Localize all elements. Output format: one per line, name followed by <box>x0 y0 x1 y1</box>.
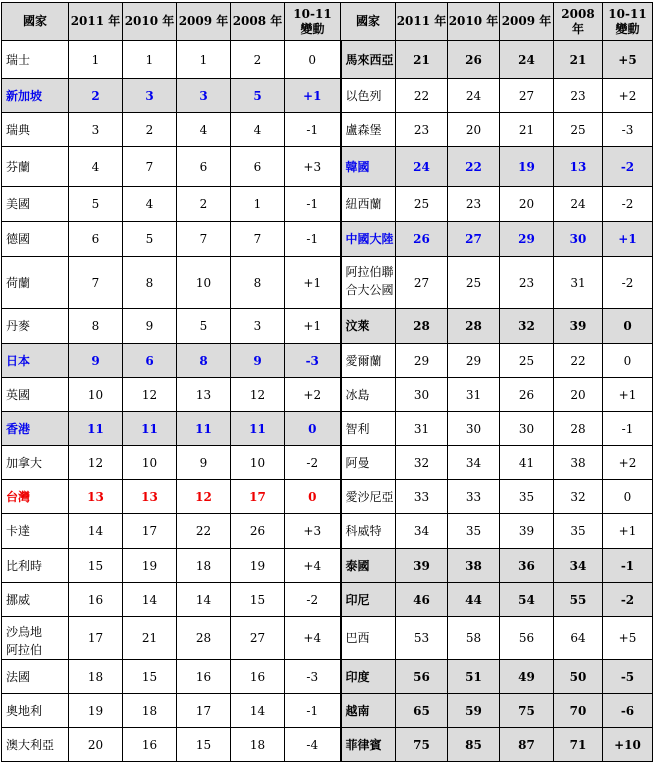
country-name: 香港 <box>2 412 69 446</box>
rank-2008: 70 <box>554 694 603 728</box>
rank-2008: 7 <box>231 222 285 257</box>
rank-2009: 13 <box>177 378 231 412</box>
rank-2010: 16 <box>123 728 177 762</box>
country-name: 越南 <box>341 694 396 728</box>
country-name: 挪威 <box>2 583 69 617</box>
country-name: 紐西蘭 <box>341 187 396 222</box>
rank-change: 0 <box>285 412 341 446</box>
country-name: 印尼 <box>341 583 396 617</box>
rank-2008: 20 <box>554 378 603 412</box>
rank-2011: 53 <box>396 617 448 660</box>
table-row <box>2 514 653 549</box>
rank-change: -1 <box>603 412 653 446</box>
rank-change: +5 <box>603 617 653 660</box>
table-row <box>2 480 653 514</box>
rank-2011: 20 <box>69 728 123 762</box>
rank-2011: 23 <box>396 113 448 147</box>
rank-2009: 11 <box>177 412 231 446</box>
rank-change: +4 <box>285 549 341 583</box>
rank-2009: 35 <box>500 480 554 514</box>
rank-2008: 8 <box>231 257 285 309</box>
rank-2009: 56 <box>500 617 554 660</box>
rank-2010: 23 <box>448 187 500 222</box>
rank-2009: 39 <box>500 514 554 549</box>
rank-change: -5 <box>603 660 653 694</box>
country-name: 奧地利 <box>2 694 69 728</box>
table-row <box>2 344 653 378</box>
rank-change: -6 <box>603 694 653 728</box>
rank-2010: 19 <box>123 549 177 583</box>
header-change: 10-11 變動 <box>285 3 341 41</box>
rank-2008: 55 <box>554 583 603 617</box>
country-name: 沙烏地 阿拉伯 <box>2 617 69 660</box>
rank-2010: 31 <box>448 378 500 412</box>
country-name: 芬蘭 <box>2 147 69 187</box>
rank-change: -3 <box>285 660 341 694</box>
rank-2010: 30 <box>448 412 500 446</box>
table-row <box>2 257 653 309</box>
rank-change: +4 <box>285 617 341 660</box>
rank-2010: 29 <box>448 344 500 378</box>
rank-2009: 54 <box>500 583 554 617</box>
rank-2011: 32 <box>396 446 448 480</box>
rank-2008: 6 <box>231 147 285 187</box>
rank-2008: 26 <box>231 514 285 549</box>
country-name: 印度 <box>341 660 396 694</box>
rank-2010: 58 <box>448 617 500 660</box>
rank-2009: 12 <box>177 480 231 514</box>
country-name: 瑞士 <box>2 41 69 79</box>
rank-change: -2 <box>603 187 653 222</box>
rank-change: -1 <box>285 694 341 728</box>
rank-2009: 8 <box>177 344 231 378</box>
table-row <box>2 617 653 660</box>
rank-2009: 25 <box>500 344 554 378</box>
country-name: 英國 <box>2 378 69 412</box>
rank-2010: 3 <box>123 79 177 113</box>
country-name: 汶萊 <box>341 309 396 344</box>
country-name: 冰島 <box>341 378 396 412</box>
rank-change: -2 <box>603 257 653 309</box>
rank-change: +1 <box>603 514 653 549</box>
rank-2011: 4 <box>69 147 123 187</box>
rank-change: -2 <box>603 147 653 187</box>
country-name: 智利 <box>341 412 396 446</box>
rank-2008: 10 <box>231 446 285 480</box>
rank-2009: 41 <box>500 446 554 480</box>
table-row <box>2 446 653 480</box>
rank-2009: 49 <box>500 660 554 694</box>
rank-2011: 13 <box>69 480 123 514</box>
header-change: 10-11 變動 <box>603 3 653 41</box>
header-2008: 2008 年 <box>231 3 285 41</box>
rank-2011: 56 <box>396 660 448 694</box>
rank-2009: 87 <box>500 728 554 762</box>
rank-2010: 85 <box>448 728 500 762</box>
rank-2008: 21 <box>554 41 603 79</box>
rank-change: +3 <box>285 147 341 187</box>
rank-2010: 13 <box>123 480 177 514</box>
rank-2010: 18 <box>123 694 177 728</box>
rank-2008: 23 <box>554 79 603 113</box>
rank-2008: 1 <box>231 187 285 222</box>
rank-2011: 30 <box>396 378 448 412</box>
rank-change: +1 <box>603 378 653 412</box>
rank-change: -1 <box>285 222 341 257</box>
country-name: 以色列 <box>341 79 396 113</box>
rank-2009: 36 <box>500 549 554 583</box>
rank-2010: 59 <box>448 694 500 728</box>
rank-change: 0 <box>603 344 653 378</box>
rank-2009: 24 <box>500 41 554 79</box>
rank-2011: 16 <box>69 583 123 617</box>
rank-2010: 17 <box>123 514 177 549</box>
header-country: 國家 <box>2 3 69 41</box>
rank-2008: 4 <box>231 113 285 147</box>
rank-2009: 75 <box>500 694 554 728</box>
rank-change: +1 <box>603 222 653 257</box>
rank-2008: 38 <box>554 446 603 480</box>
rank-2010: 25 <box>448 257 500 309</box>
rank-2009: 10 <box>177 257 231 309</box>
rank-2008: 64 <box>554 617 603 660</box>
country-name: 德國 <box>2 222 69 257</box>
rank-2010: 10 <box>123 446 177 480</box>
rank-2008: 12 <box>231 378 285 412</box>
country-name: 台灣 <box>2 480 69 514</box>
rank-2010: 6 <box>123 344 177 378</box>
rank-change: -2 <box>285 446 341 480</box>
header-2010: 2010 年 <box>123 3 177 41</box>
country-name: 比利時 <box>2 549 69 583</box>
rank-2008: 16 <box>231 660 285 694</box>
country-name: 澳大利亞 <box>2 728 69 762</box>
table-row <box>2 79 653 113</box>
rank-2008: 22 <box>554 344 603 378</box>
rank-change: +1 <box>285 309 341 344</box>
rank-2008: 14 <box>231 694 285 728</box>
rank-change: 0 <box>603 480 653 514</box>
ranking-table <box>1 2 653 762</box>
rank-change: 0 <box>285 41 341 79</box>
rank-2009: 28 <box>177 617 231 660</box>
rank-2009: 19 <box>500 147 554 187</box>
rank-2011: 18 <box>69 660 123 694</box>
rank-change: -1 <box>285 187 341 222</box>
country-name: 日本 <box>2 344 69 378</box>
rank-2011: 9 <box>69 344 123 378</box>
table-row <box>2 660 653 694</box>
rank-change: +3 <box>285 514 341 549</box>
country-name: 荷蘭 <box>2 257 69 309</box>
rank-2011: 12 <box>69 446 123 480</box>
table-row <box>2 222 653 257</box>
country-name: 泰國 <box>341 549 396 583</box>
rank-2011: 3 <box>69 113 123 147</box>
rank-2009: 18 <box>177 549 231 583</box>
rank-2009: 32 <box>500 309 554 344</box>
table-row <box>2 378 653 412</box>
rank-2009: 4 <box>177 113 231 147</box>
rank-2009: 3 <box>177 79 231 113</box>
rank-2008: 13 <box>554 147 603 187</box>
rank-2008: 28 <box>554 412 603 446</box>
rank-2010: 12 <box>123 378 177 412</box>
rank-2011: 33 <box>396 480 448 514</box>
rank-change: 0 <box>603 309 653 344</box>
table-row <box>2 41 653 79</box>
rank-2009: 26 <box>500 378 554 412</box>
country-name: 丹麥 <box>2 309 69 344</box>
rank-change: -2 <box>603 583 653 617</box>
rank-2011: 10 <box>69 378 123 412</box>
rank-2008: 19 <box>231 549 285 583</box>
rank-2009: 2 <box>177 187 231 222</box>
rank-2010: 2 <box>123 113 177 147</box>
rank-2009: 29 <box>500 222 554 257</box>
rank-2010: 28 <box>448 309 500 344</box>
country-name: 科威特 <box>341 514 396 549</box>
rank-2008: 32 <box>554 480 603 514</box>
rank-2009: 30 <box>500 412 554 446</box>
rank-2009: 21 <box>500 113 554 147</box>
rank-2010: 34 <box>448 446 500 480</box>
rank-2008: 2 <box>231 41 285 79</box>
rank-change: +1 <box>285 257 341 309</box>
rank-2010: 7 <box>123 147 177 187</box>
rank-2008: 30 <box>554 222 603 257</box>
rank-2008: 15 <box>231 583 285 617</box>
header-2011: 2011 年 <box>396 3 448 41</box>
rank-2008: 18 <box>231 728 285 762</box>
rank-2009: 17 <box>177 694 231 728</box>
rank-2011: 7 <box>69 257 123 309</box>
rank-change: -4 <box>285 728 341 762</box>
rank-change: -2 <box>285 583 341 617</box>
rank-2010: 35 <box>448 514 500 549</box>
country-name: 巴西 <box>341 617 396 660</box>
table-row <box>2 309 653 344</box>
rank-change: +1 <box>285 79 341 113</box>
rank-2009: 20 <box>500 187 554 222</box>
country-name: 馬來西亞 <box>341 41 396 79</box>
rank-2009: 14 <box>177 583 231 617</box>
rank-2011: 65 <box>396 694 448 728</box>
rank-2010: 33 <box>448 480 500 514</box>
country-name: 愛爾蘭 <box>341 344 396 378</box>
rank-2008: 9 <box>231 344 285 378</box>
rank-2011: 17 <box>69 617 123 660</box>
rank-change: +2 <box>285 378 341 412</box>
header-2009: 2009 年 <box>500 3 554 41</box>
country-name: 菲律賓 <box>341 728 396 762</box>
rank-change: 0 <box>285 480 341 514</box>
rank-2010: 11 <box>123 412 177 446</box>
rank-2011: 8 <box>69 309 123 344</box>
rank-2010: 26 <box>448 41 500 79</box>
rank-2009: 27 <box>500 79 554 113</box>
rank-2009: 7 <box>177 222 231 257</box>
rank-2009: 16 <box>177 660 231 694</box>
rank-2010: 9 <box>123 309 177 344</box>
rank-2011: 31 <box>396 412 448 446</box>
rank-2011: 5 <box>69 187 123 222</box>
rank-2008: 50 <box>554 660 603 694</box>
rank-2008: 3 <box>231 309 285 344</box>
rank-2008: 31 <box>554 257 603 309</box>
rank-2010: 1 <box>123 41 177 79</box>
table-row <box>2 113 653 147</box>
rank-2011: 11 <box>69 412 123 446</box>
rank-2009: 9 <box>177 446 231 480</box>
country-name: 法國 <box>2 660 69 694</box>
rank-change: -3 <box>285 344 341 378</box>
rank-2008: 11 <box>231 412 285 446</box>
rank-2009: 6 <box>177 147 231 187</box>
rank-2008: 34 <box>554 549 603 583</box>
rank-change: +5 <box>603 41 653 79</box>
country-name: 加拿大 <box>2 446 69 480</box>
table-row <box>2 694 653 728</box>
rank-2011: 39 <box>396 549 448 583</box>
rank-2008: 27 <box>231 617 285 660</box>
rank-2010: 15 <box>123 660 177 694</box>
rank-2011: 6 <box>69 222 123 257</box>
rank-2010: 4 <box>123 187 177 222</box>
table-row <box>2 549 653 583</box>
table-row <box>2 147 653 187</box>
rank-2010: 14 <box>123 583 177 617</box>
rank-2008: 39 <box>554 309 603 344</box>
rank-2009: 5 <box>177 309 231 344</box>
table-row <box>2 187 653 222</box>
rank-2011: 15 <box>69 549 123 583</box>
header-country: 國家 <box>341 3 396 41</box>
header-2008: 2008 年 <box>554 3 603 41</box>
rank-change: +10 <box>603 728 653 762</box>
rank-2011: 28 <box>396 309 448 344</box>
header-row <box>2 3 653 41</box>
rank-2011: 24 <box>396 147 448 187</box>
table-row <box>2 583 653 617</box>
table-row <box>2 412 653 446</box>
rank-2010: 44 <box>448 583 500 617</box>
rank-2010: 24 <box>448 79 500 113</box>
rank-2010: 8 <box>123 257 177 309</box>
rank-2010: 51 <box>448 660 500 694</box>
rank-2008: 5 <box>231 79 285 113</box>
rank-change: -1 <box>285 113 341 147</box>
rank-2011: 26 <box>396 222 448 257</box>
rank-2010: 21 <box>123 617 177 660</box>
country-name: 美國 <box>2 187 69 222</box>
country-name: 愛沙尼亞 <box>341 480 396 514</box>
rank-2011: 22 <box>396 79 448 113</box>
rank-2011: 1 <box>69 41 123 79</box>
rank-change: -3 <box>603 113 653 147</box>
country-name: 阿曼 <box>341 446 396 480</box>
rank-2011: 75 <box>396 728 448 762</box>
rank-2010: 20 <box>448 113 500 147</box>
header-2009: 2009 年 <box>177 3 231 41</box>
rank-2010: 27 <box>448 222 500 257</box>
rank-2009: 15 <box>177 728 231 762</box>
rank-2011: 25 <box>396 187 448 222</box>
rank-2011: 29 <box>396 344 448 378</box>
rank-2010: 5 <box>123 222 177 257</box>
rank-change: +2 <box>603 79 653 113</box>
rank-2011: 27 <box>396 257 448 309</box>
table-row <box>2 728 653 762</box>
rank-2011: 14 <box>69 514 123 549</box>
rank-2008: 24 <box>554 187 603 222</box>
country-name: 阿拉伯聯 合大公國 <box>341 257 396 309</box>
rank-change: -1 <box>603 549 653 583</box>
rank-change: +2 <box>603 446 653 480</box>
rank-2011: 2 <box>69 79 123 113</box>
rank-2009: 22 <box>177 514 231 549</box>
rank-2009: 1 <box>177 41 231 79</box>
country-name: 卡達 <box>2 514 69 549</box>
country-name: 瑞典 <box>2 113 69 147</box>
rank-2008: 25 <box>554 113 603 147</box>
country-name: 盧森堡 <box>341 113 396 147</box>
rank-2009: 23 <box>500 257 554 309</box>
country-name: 韓國 <box>341 147 396 187</box>
rank-2010: 22 <box>448 147 500 187</box>
rank-2008: 17 <box>231 480 285 514</box>
rank-2008: 35 <box>554 514 603 549</box>
country-name: 新加坡 <box>2 79 69 113</box>
header-2011: 2011 年 <box>69 3 123 41</box>
rank-2011: 34 <box>396 514 448 549</box>
header-2010: 2010 年 <box>448 3 500 41</box>
rank-2011: 21 <box>396 41 448 79</box>
rank-2011: 19 <box>69 694 123 728</box>
country-name: 中國大陸 <box>341 222 396 257</box>
rank-2008: 71 <box>554 728 603 762</box>
rank-2011: 46 <box>396 583 448 617</box>
rank-2010: 38 <box>448 549 500 583</box>
